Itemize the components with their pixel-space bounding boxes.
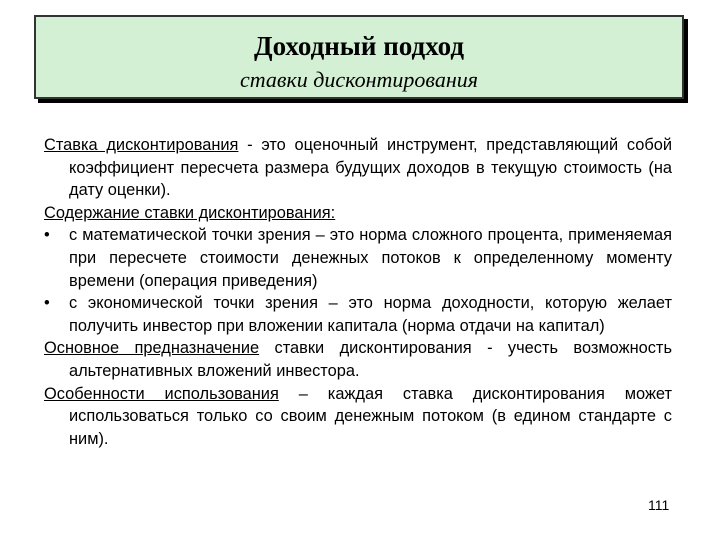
bullet-text: с математической точки зрения – это норма сложного процента, применяемая при пересчете стоимости денежных потоков к определенному моменту времени (операция приведения) xyxy=(69,226,672,290)
definition-term: Ставка дисконтирования xyxy=(44,136,239,154)
bullet-marker: • xyxy=(44,226,50,245)
page-number: 111 xyxy=(648,497,670,513)
bullet-economic xyxy=(44,292,672,337)
bullet-math xyxy=(44,224,672,292)
features-text: – каждая ставка дисконтирования может использоваться только со своим денежным потоком (в едином стандарте с ним). xyxy=(69,384,672,448)
purpose-text: ставки дисконтирования - учесть возможность альтернативных вложений инвестора. xyxy=(69,339,672,380)
features-paragraph xyxy=(44,383,672,451)
definition-paragraph xyxy=(44,134,672,202)
title-box xyxy=(34,15,684,99)
content-heading xyxy=(44,202,672,225)
slide-title: Доходный подход xyxy=(254,31,464,61)
features-term: Особенности использования xyxy=(44,384,279,403)
slide-content xyxy=(44,134,672,450)
purpose-term: Основное предназначение xyxy=(44,339,260,358)
bullet-text: с экономической точки зрения – это норма доходности, которую желает получить инвестор при вложении капитала (норма отдачи на капитал) xyxy=(69,294,672,335)
purpose-paragraph xyxy=(44,337,672,382)
definition-text: - это оценочный инструмент, представляющий собой коэффициент пересчета размера будущих доходов в текущую стоимость (на дату оценки). xyxy=(69,136,672,200)
content-heading-text: Содержание ставки дисконтирования: xyxy=(44,203,336,222)
slide-subtitle: ставки дисконтирования xyxy=(240,67,478,92)
bullet-marker: • xyxy=(44,294,50,313)
